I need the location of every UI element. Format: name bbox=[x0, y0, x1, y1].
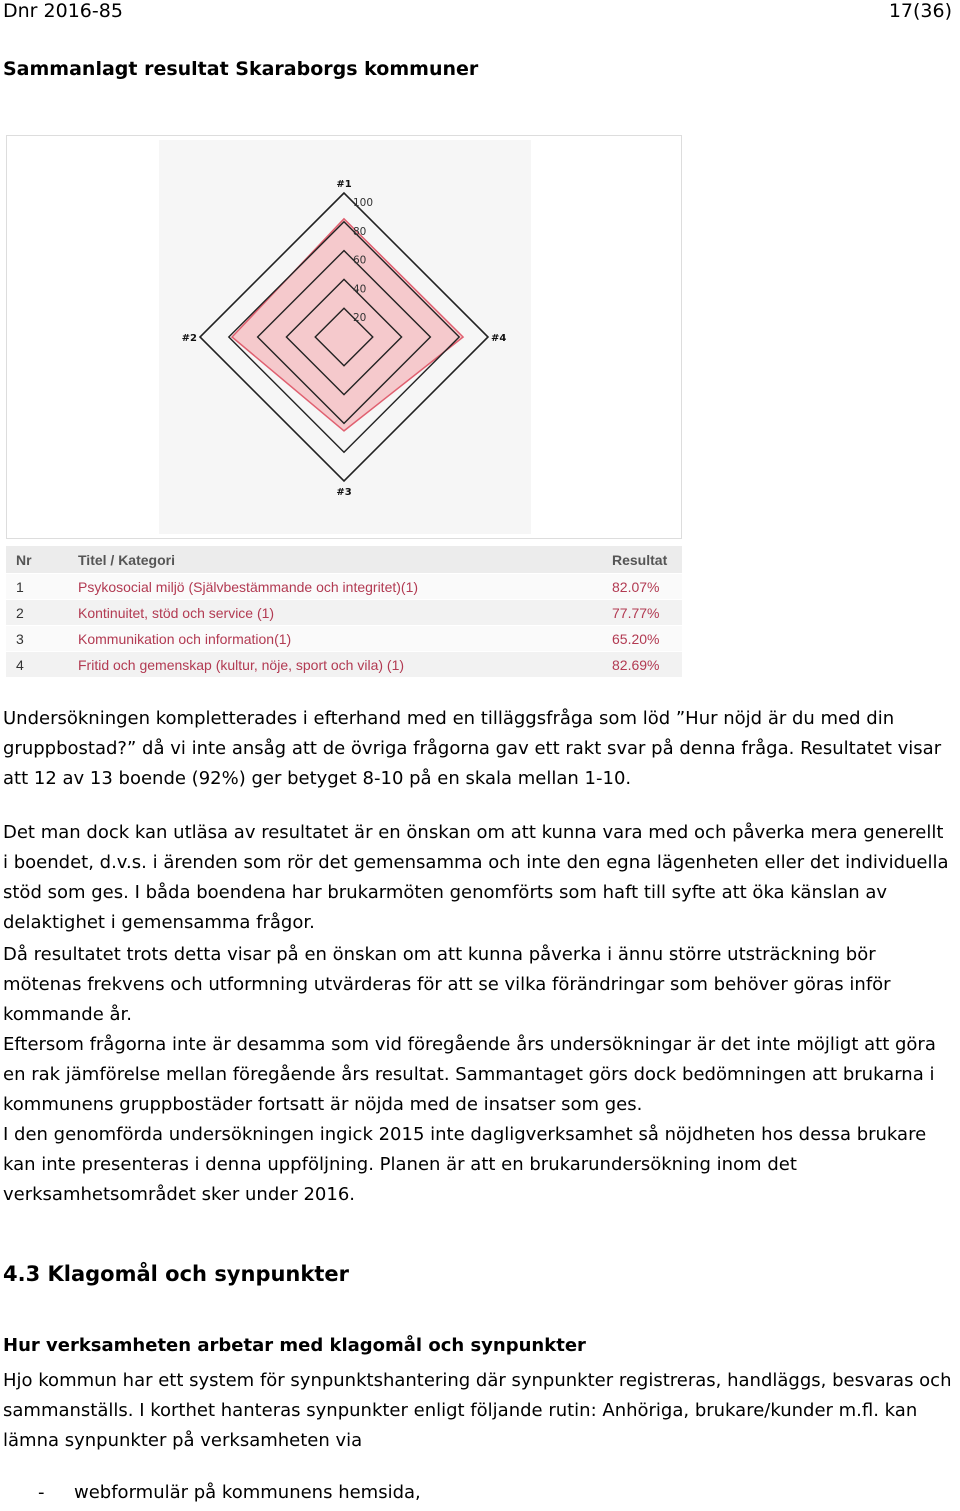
paragraph-followup: Undersökningen kompletterades i efterhand med en tilläggsfråga som löd ”Hur nöjd är du med din gruppbostad?” då vi inte ansåg att de övriga frågorna gav ett rakt svar på denna fråga. Resultatet visar att 12 av 13 boende (92%) ger betyget 8-10 på en skala mellan 1-10. bbox=[3, 708, 942, 789]
row-nr: 3 bbox=[6, 626, 68, 652]
axis-label: #2 bbox=[181, 333, 197, 344]
paragraph-meetings: Då resultatet trots detta visar på en önskan om att kunna påverka i ännu större utsträckning bör mötenas frekvens och utformning utvärderas för att se vilka förändringar som behöver göras inför kommande år. bbox=[3, 944, 891, 1025]
page-title: Sammanlagt resultat Skaraborgs kommuner bbox=[3, 58, 479, 80]
results-table bbox=[6, 546, 682, 677]
row-title: Psykosocial miljö (Självbestämmande och integritet)(1) bbox=[68, 574, 602, 600]
header-result: Resultat bbox=[602, 546, 682, 574]
table-row bbox=[6, 600, 682, 626]
row-result: 77.77% bbox=[602, 600, 682, 626]
paragraph-comparison: Eftersom frågorna inte är desamma som vid föregående års undersökningar är det inte möjligt att göra en rak jämförelse mellan föregående års resultat. Sammantaget görs dock bedömningen att brukarna i kommunens gruppbostäder fortsatt är nöjda med de insatser som ges. bbox=[3, 1034, 936, 1115]
row-result: 65.20% bbox=[602, 626, 682, 652]
axis-label: #4 bbox=[491, 333, 507, 344]
row-title: Kommunikation och information(1) bbox=[68, 626, 602, 652]
table-row bbox=[6, 626, 682, 652]
tick-label: 40 bbox=[353, 283, 367, 296]
section-heading: 4.3 Klagomål och synpunkter bbox=[3, 1262, 349, 1286]
row-nr: 2 bbox=[6, 600, 68, 626]
header-title: Titel / Kategori bbox=[68, 546, 602, 574]
tick-label: 80 bbox=[353, 225, 367, 238]
row-result: 82.07% bbox=[602, 574, 682, 600]
radar-chart bbox=[7, 136, 681, 538]
page-number: 17(36) bbox=[888, 0, 952, 22]
axis-label: #3 bbox=[336, 487, 352, 498]
row-nr: 4 bbox=[6, 652, 68, 678]
table-row bbox=[6, 652, 682, 678]
radar-chart-panel bbox=[6, 135, 682, 539]
paragraph-influence: Det man dock kan utläsa av resultatet är en önskan om att kunna vara med och påverka mera generellt i boendet, d.v.s. i ärenden som rör det gemensamma och inte den egna lägenheten eller det individuella stöd som ges. I båda boendena har brukarmöten genomförts som haft till syfte att öka känslan av delaktighet i gemensamma frågor. bbox=[3, 822, 949, 933]
table-header-row bbox=[6, 546, 682, 574]
paragraph-daily-activity: I den genomförda undersökningen ingick 2015 inte dagligverksamhet så nöjdheten hos dessa brukare kan inte presenteras i denna uppföljning. Planen är att en brukarundersökning inom det verksamhetsområdet sker under 2016. bbox=[3, 1124, 927, 1205]
bullet-dash: - bbox=[38, 1482, 45, 1503]
header-nr: Nr bbox=[6, 546, 68, 574]
row-title: Kontinuitet, stöd och service (1) bbox=[68, 600, 602, 626]
section-subheading: Hur verksamheten arbetar med klagomål och synpunkter bbox=[3, 1335, 586, 1356]
paragraph-complaints: Hjo kommun har ett system för synpunktshantering där synpunkter registreras, handläggs, besvaras och sammanställs. I korthet hanteras synpunkter enligt följande rutin: Anhöriga, brukare/kunder m.fl. kan lämna synpunkter på verksamheten via bbox=[3, 1370, 952, 1451]
tick-label: 20 bbox=[353, 312, 367, 325]
table-row bbox=[6, 574, 682, 600]
page-header-dnr: Dnr 2016-85 bbox=[3, 0, 123, 22]
row-nr: 1 bbox=[6, 574, 68, 600]
row-result: 82.69% bbox=[602, 652, 682, 678]
data-area bbox=[232, 219, 463, 431]
row-title: Fritid och gemenskap (kultur, nöje, sport och vila) (1) bbox=[68, 652, 602, 678]
bullet-text: webformulär på kommunens hemsida, bbox=[74, 1482, 421, 1503]
tick-label: 60 bbox=[353, 254, 367, 267]
axis-label: #1 bbox=[336, 179, 352, 190]
list-item bbox=[38, 1482, 421, 1503]
tick-label: 100 bbox=[353, 197, 374, 209]
